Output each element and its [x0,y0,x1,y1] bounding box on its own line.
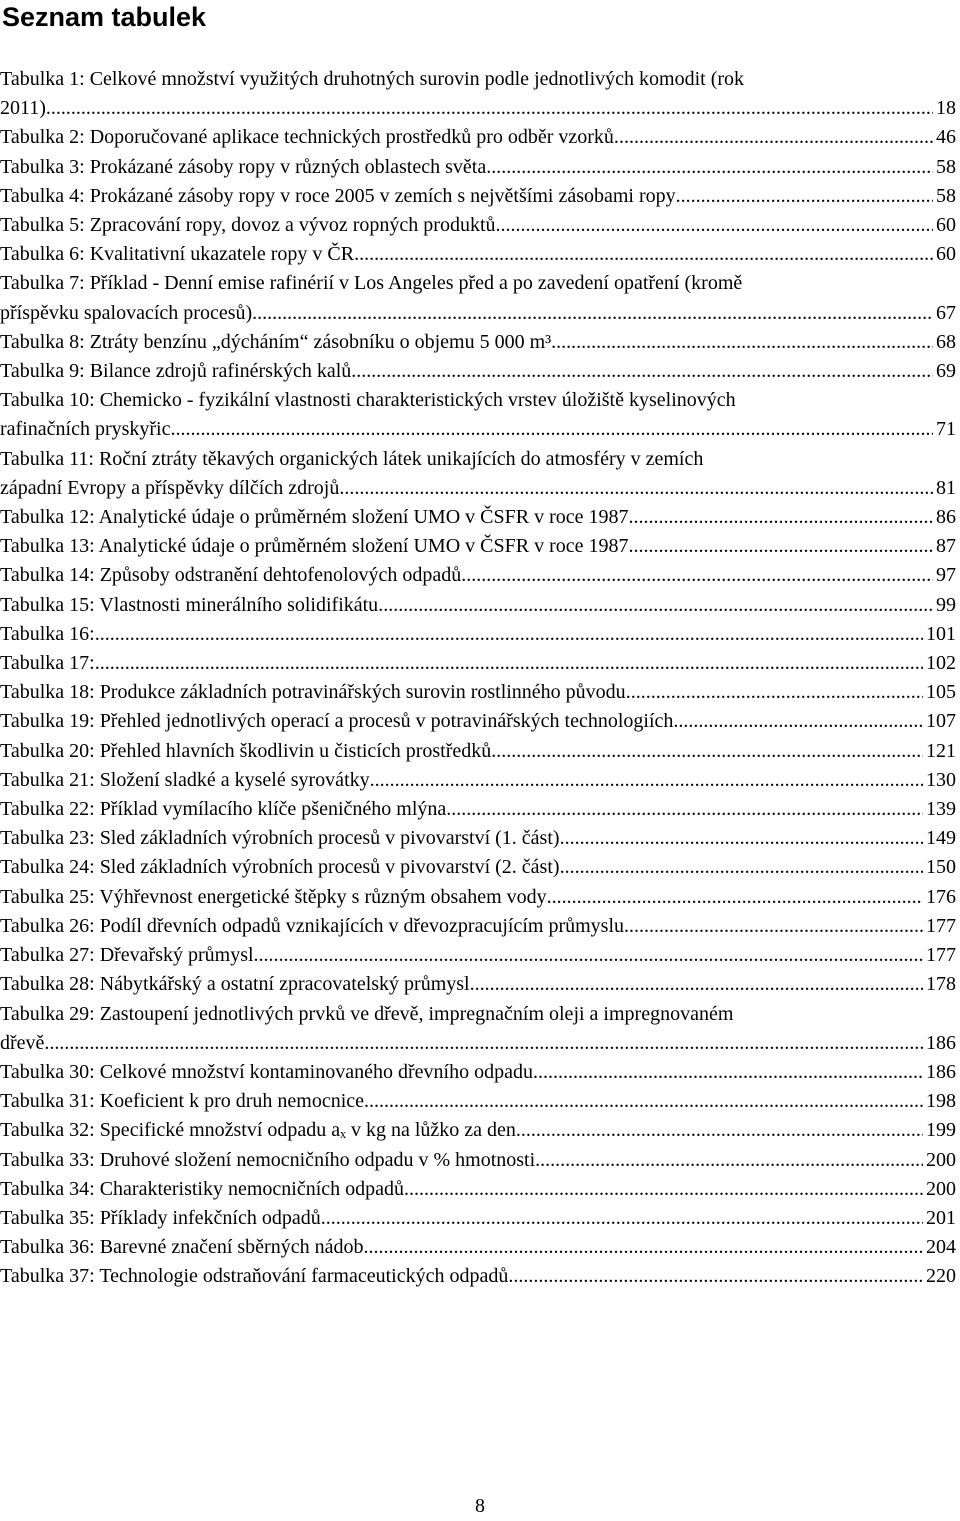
toc-entry-leader-line [0,678,956,707]
toc-entry-leader-line [0,766,956,795]
dot-leader [673,707,923,736]
toc-entry-page: 177 [926,914,956,937]
toc-entry-title: Tabulka 4: Prokázané zásoby ropy v roce 2005 v zemích s největšími zásobami ropy [0,184,676,207]
toc-entry[interactable] [0,1175,956,1204]
dot-leader [404,1175,923,1204]
toc-entry-leader-line [0,707,956,736]
toc-entry-title: Tabulka 37: Technologie odstraňování farmaceutických odpadů [0,1265,509,1288]
toc-entry-page: 60 [936,214,956,237]
toc-entry-leader-line [0,1175,956,1204]
toc-entry-leader-line [0,474,956,503]
dot-leader [547,883,923,912]
page-title: Seznam tabulek [2,2,207,32]
dot-leader [634,503,934,532]
toc-entry-title-line: Tabulka 7: Příklad - Denní emise rafinérií v Los Angeles před a po zavedení opatření (kromě [0,272,743,295]
toc-entry-leader-line [0,912,956,941]
toc-entry-leader-line [0,824,956,853]
toc-entry[interactable] [0,445,956,503]
dot-leader [44,1029,923,1058]
toc-entry-page: 178 [926,973,956,996]
toc-entry-page: 121 [926,739,956,762]
toc-entry-title: Tabulka 13: Analytické údaje o průměrném složení UMO v ČSFR v roce 1987. [0,535,634,558]
dot-leader [95,620,923,649]
table-list [0,65,956,1292]
toc-entry-title: dřevě [0,1031,45,1054]
toc-entry[interactable] [0,970,956,999]
toc-entry-leader-line [0,883,956,912]
toc-entry[interactable] [0,1087,956,1116]
toc-entry-title: Tabulka 33: Druhové složení nemocničního odpadu v % hmotnosti [0,1148,536,1171]
dot-leader [364,1087,923,1116]
toc-entry-leader-line [0,649,956,678]
toc-entry[interactable] [0,795,956,824]
toc-entry-leader-line [0,182,956,211]
toc-entry-page: 67 [936,301,956,324]
dot-leader [676,182,933,211]
toc-entry-leader-line [0,123,956,152]
toc-entry-leader-line [0,1087,956,1116]
toc-entry-title: Tabulka 20: Přehled hlavních škodlivin u čisticích prostředků [0,739,492,762]
toc-entry-leader-line [0,1146,956,1175]
toc-entry-page: 149 [926,827,956,850]
toc-entry[interactable] [0,269,956,327]
toc-entry-leader-line [0,299,956,328]
toc-entry-title: Tabulka 30: Celkové množství kontaminovaného dřevního odpadu [0,1060,533,1083]
toc-entry[interactable] [0,1146,956,1175]
toc-entry-title: západní Evropy a příspěvky dílčích zdrojů [0,476,340,499]
dot-leader [626,678,923,707]
toc-entry-title: Tabulka 15: Vlastnosti minerálního solidifikátu [0,593,379,616]
toc-entry[interactable] [0,883,956,912]
toc-entry-title: příspěvku spalovacích procesů) [0,301,253,324]
toc-entry[interactable] [0,123,956,152]
toc-entry-page: 139 [926,798,956,821]
toc-entry[interactable] [0,853,956,882]
toc-entry-page: 99 [936,593,956,616]
toc-entry-page: 105 [926,681,956,704]
toc-entry-title: 2011). [0,97,51,120]
toc-entry-leader-line [0,1116,956,1145]
toc-entry-title-line: Tabulka 11: Roční ztráty těkavých organických látek unikajících do atmosféry v zemích [0,447,704,470]
dot-leader [252,299,933,328]
dot-leader [461,561,933,590]
dot-leader [551,328,933,357]
toc-entry[interactable] [0,503,956,532]
toc-entry-leader-line [0,795,956,824]
dot-leader [470,970,923,999]
toc-entry-page: 86 [936,506,956,529]
toc-entry-page: 68 [936,330,956,353]
dot-leader [321,1204,923,1233]
toc-entry-title: Tabulka 8: Ztráty benzínu „dýcháním“ zásobníku o objemu 5 000 m³ [0,330,552,353]
toc-entry-leader-line [0,503,956,532]
toc-entry-page: 186 [926,1031,956,1054]
toc-entry-title: Tabulka 26: Podíl dřevních odpadů vznikajících v dřevozpracujícím průmyslu [0,914,624,937]
dot-leader [560,853,923,882]
toc-entry-page: 204 [926,1236,956,1259]
toc-entry[interactable] [0,561,956,590]
toc-entry-title: Tabulka 18: Produkce základních potravinářských surovin rostlinného původu [0,681,626,704]
toc-entry-title: Tabulka 9: Bilance zdrojů rafinérských kalů [0,360,352,383]
toc-entry[interactable] [0,153,956,182]
toc-entry-title: Tabulka 3: Prokázané zásoby ropy v různých oblastech světa [0,155,487,178]
toc-entry-page: 177 [926,944,956,967]
dot-leader [533,1058,923,1087]
toc-entry-leader-line [0,1204,956,1233]
toc-entry-title: Tabulka 36: Barevné značení sběrných nádob [0,1236,364,1259]
toc-entry-page: 18 [936,97,956,120]
toc-entry[interactable] [0,532,956,561]
toc-entry-title: Tabulka 14: Způsoby odstranění dehtofenolových odpadů [0,564,462,587]
toc-entry[interactable] [0,357,956,386]
toc-entry[interactable] [0,678,956,707]
toc-entry[interactable] [0,386,956,444]
toc-entry[interactable] [0,1000,956,1058]
toc-entry-title: Tabulka 27: Dřevařský průmysl [0,944,254,967]
toc-entry-leader-line [0,970,956,999]
toc-entry[interactable] [0,1116,956,1145]
toc-entry-title: Tabulka 22: Příklad vymílacího klíče pšeničného mlýna [0,798,447,821]
toc-entry[interactable] [0,824,956,853]
toc-entry-title: Tabulka 28: Nábytkářský a ostatní zpracovatelský průmysl [0,973,470,996]
dot-leader [354,240,933,269]
toc-entry-leader-line [0,532,956,561]
dot-leader [339,474,933,503]
toc-entry[interactable] [0,649,956,678]
toc-entry-page: 87 [936,535,956,558]
toc-entry-leader-line [0,591,956,620]
dot-leader [351,357,933,386]
toc-entry-title-line: Tabulka 1: Celkové množství využitých druhotných surovin podle jednotlivých komodit (rok [0,68,745,90]
toc-entry-leader-line [0,737,956,766]
dot-leader [634,532,934,561]
toc-entry-page: 102 [926,652,956,675]
toc-entry[interactable] [0,1058,956,1087]
toc-entry-leader-line [0,357,956,386]
toc-entry[interactable] [0,182,956,211]
dot-leader [535,1146,923,1175]
toc-entry-page: 107 [926,710,956,733]
dot-leader [619,123,933,152]
dot-leader [508,1262,923,1291]
toc-entry-leader-line [0,1058,956,1087]
dot-leader [496,211,934,240]
toc-entry-leader-line [0,153,956,182]
toc-entry[interactable] [0,737,956,766]
toc-entry-leader-line [0,94,956,123]
toc-entry-page: 101 [926,622,956,645]
toc-entry-title: Tabulka 35: Příklady infekčních odpadů [0,1206,321,1229]
toc-entry-leader-line [0,561,956,590]
toc-entry-leader-line [0,240,956,269]
toc-entry-leader-line [0,415,956,444]
dot-leader [624,912,923,941]
toc-entry-title: Tabulka 31: Koeficient k pro druh nemocnice [0,1090,365,1113]
toc-entry[interactable] [0,65,956,123]
toc-entry-title: Tabulka 24: Sled základních výrobních procesů v pivovarství (2. část) [0,856,560,879]
dot-leader [170,415,933,444]
toc-entry-leader-line [0,1029,956,1058]
toc-entry-title: Tabulka 17: [0,652,95,675]
dot-leader [491,737,923,766]
toc-entry-page: 176 [926,885,956,908]
document-page [2,0,958,38]
toc-entry-title: Tabulka 25: Výhřevnost energetické štěpky s různým obsahem vody [0,885,547,908]
toc-entry-leader-line [0,853,956,882]
toc-entry-leader-line [0,1233,956,1262]
dot-leader [486,153,933,182]
dot-leader [516,1116,923,1145]
toc-entry[interactable] [0,240,956,269]
toc-entry[interactable] [0,707,956,736]
toc-entry[interactable] [0,912,956,941]
toc-entry[interactable] [0,620,956,649]
dot-leader [378,591,933,620]
toc-entry-page: 46 [936,126,956,149]
toc-entry-page: 81 [936,476,956,499]
toc-entry[interactable] [0,1204,956,1233]
toc-entry-title: Tabulka 32: Specifické množství odpadu aₓ v kg na lůžko za den [0,1119,516,1142]
toc-entry-page: 201 [926,1206,956,1229]
toc-entry-title: Tabulka 21: Složení sladké a kyselé syrovátky [0,768,370,791]
toc-entry[interactable] [0,766,956,795]
toc-entry-leader-line [0,328,956,357]
dot-leader [51,94,933,123]
toc-entry-page: 58 [936,155,956,178]
toc-entry-page: 200 [926,1177,956,1200]
toc-entry[interactable] [0,1262,956,1291]
toc-entry-title: Tabulka 19: Přehled jednotlivých operací a procesů v potravinářských technologiích [0,710,674,733]
dot-leader [95,649,923,678]
toc-entry-page: 199 [926,1119,956,1142]
toc-entry-title-line: Tabulka 10: Chemicko - fyzikální vlastnosti charakteristických vrstev úložiště kyselinových [0,389,736,412]
toc-entry-page: 71 [936,418,956,441]
toc-entry-title: Tabulka 16: [0,622,95,645]
toc-entry-page: 186 [926,1060,956,1083]
toc-entry-page: 97 [936,564,956,587]
toc-entry-title: Tabulka 6: Kvalitativní ukazatele ropy v ČR [0,243,355,266]
dot-leader [254,941,923,970]
toc-entry[interactable] [0,591,956,620]
toc-entry-page: 200 [926,1148,956,1171]
toc-entry-page: 150 [926,856,956,879]
toc-entry-page: 60 [936,243,956,266]
toc-entry-title: Tabulka 23: Sled základních výrobních procesů v pivovarství (1. část) [0,827,560,850]
toc-entry[interactable] [0,211,956,240]
toc-entry-title-line: Tabulka 29: Zastoupení jednotlivých prvků ve dřevě, impregnačním oleji a impregnovaném [0,1002,734,1025]
dot-leader [446,795,923,824]
toc-entry-page: 69 [936,360,956,383]
toc-entry-page: 220 [926,1265,956,1288]
toc-entry-leader-line [0,1262,956,1291]
page-number: 8 [475,1495,485,1517]
toc-entry-title: Tabulka 34: Charakteristiky nemocničních odpadů [0,1177,405,1200]
toc-entry-leader-line [0,941,956,970]
toc-entry-page: 198 [926,1090,956,1113]
toc-entry-leader-line [0,620,956,649]
toc-entry-title: Tabulka 2: Doporučované aplikace technických prostředků pro odběr vzorků. [0,126,619,149]
toc-entry[interactable] [0,941,956,970]
toc-entry-title: Tabulka 12: Analytické údaje o průměrném složení UMO v ČSFR v roce 1987. [0,506,634,529]
dot-leader [560,824,923,853]
toc-entry[interactable] [0,1233,956,1262]
toc-entry-leader-line [0,211,956,240]
toc-entry-title: rafinačních pryskyřic [0,418,171,441]
dot-leader [370,766,923,795]
dot-leader [363,1233,923,1262]
toc-entry-page: 58 [936,184,956,207]
toc-entry-page: 130 [926,768,956,791]
toc-entry-title: Tabulka 5: Zpracování ropy, dovoz a vývoz ropných produktů [0,214,496,237]
toc-entry[interactable] [0,328,956,357]
